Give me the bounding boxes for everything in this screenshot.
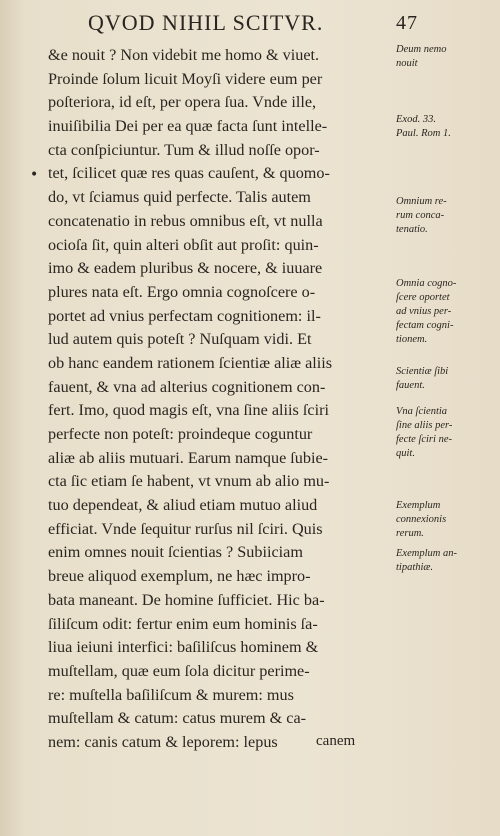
margin-note-line: Vna ſcientia bbox=[396, 406, 448, 417]
text-line: enim omnes nouit ſcientias ? Subiiciam bbox=[48, 543, 303, 562]
margin-note-line: fauent. bbox=[396, 380, 425, 391]
text-line: &e nouit ? Non videbit me homo & viuet. bbox=[48, 46, 320, 64]
margin-note-line: Exod. 33. bbox=[396, 114, 436, 125]
text-line: poſteriora, id eſt, per opera ſua. Vnde ille, bbox=[48, 93, 317, 112]
margin-note-line: tionem. bbox=[396, 334, 428, 345]
text-line: bata maneant. De homine ſufficiet. Hic ba- bbox=[48, 590, 325, 609]
running-header bbox=[88, 10, 418, 40]
margin-note-line: Paul. Rom 1. bbox=[396, 128, 451, 139]
main-text-block bbox=[48, 44, 396, 755]
text-line: muſtellam, quæ eum ſola dicitur perime- bbox=[48, 661, 310, 680]
margin-note-line: Omnium re- bbox=[396, 196, 447, 207]
text-line: Proinde ſolum licuit Moyſi videre eum per bbox=[48, 69, 323, 88]
text-line: plures nata eſt. Ergo omnia cognoſcere o- bbox=[48, 282, 316, 301]
margin-note-line: Omnia cogno- bbox=[396, 278, 457, 289]
text-line: portet ad vnius perfectam cognitionem: il- bbox=[48, 306, 321, 325]
margin-note-line: Deum nemo bbox=[396, 44, 447, 55]
running-title: QVOD NIHIL SCITVR. bbox=[88, 10, 324, 35]
text-line: muſtellam & catum: catus murem & ca- bbox=[48, 709, 307, 728]
text-line: nem: canis catum & leporem: lepus bbox=[48, 732, 278, 751]
text-line: imo & eadem pluribus & nocere, & iuuare bbox=[48, 259, 323, 278]
text-line: tuo dependeat, & aliud etiam mutuo aliud bbox=[48, 496, 318, 515]
text-line: tet, ſcilicet quæ res quas cauſent, & quomo- bbox=[48, 164, 330, 183]
margin-note-line: quit. bbox=[396, 448, 415, 459]
text-line: cta conſpiciuntur. Tum & illud noſſe opor- bbox=[48, 140, 320, 159]
margin-note-line: rerum. bbox=[396, 528, 424, 539]
text-line: inuiſibilia Dei per ea quæ facta ſunt intelle- bbox=[48, 117, 328, 136]
text-line: concatenatio in rebus omnibus eſt, vt nulla bbox=[48, 211, 323, 230]
margin-note-line: connexionis bbox=[396, 514, 447, 525]
margin-note-line: ſine aliis per- bbox=[396, 420, 453, 431]
catchword: canem bbox=[316, 733, 356, 749]
text-line: fert. Imo, quod magis eſt, vna ſine aliis ſciri bbox=[48, 401, 329, 420]
margin-note-line: fecte ſciri ne- bbox=[396, 434, 452, 445]
margin-note-line: ſcere oportet bbox=[396, 292, 450, 303]
text-line: ocioſa ſit, quin alteri obſit aut proſit: quin- bbox=[48, 235, 319, 254]
text-line: do, vt ſciamus quid perfecte. Talis autem bbox=[48, 188, 311, 207]
text-line: perfecte non poteſt: proindeque coguntur bbox=[48, 425, 313, 443]
text-line: re: muſtella baſiliſcum & murem: mus bbox=[48, 685, 294, 704]
text-line: liua ieiuni interfici: baſiliſcus hominem & bbox=[48, 638, 319, 657]
margin-note-line: rum conca- bbox=[396, 210, 445, 221]
margin-note-line: tenatio. bbox=[396, 224, 428, 235]
text-line: breue aliquod exemplum, ne hæc impro- bbox=[48, 567, 311, 586]
margin-note-line: ad vnius per- bbox=[396, 306, 452, 317]
text-line: fauent, & vna ad alterius cognitionem con- bbox=[48, 377, 326, 396]
page-number: 47 bbox=[396, 12, 418, 34]
text-line: cta ſic etiam ſe habent, vt vnum ab alio mu- bbox=[48, 472, 330, 491]
margin-bullet-mark: • bbox=[30, 167, 39, 183]
text-line: ſiliſcum odit: fertur enim eum hominis ſa- bbox=[48, 614, 318, 633]
margin-note-line: nouit bbox=[396, 58, 418, 69]
text-line: efficiat. Vnde ſequitur rurſus nil ſciri. Quis bbox=[48, 519, 323, 538]
margin-note-line: Scientiæ ſibi bbox=[396, 366, 449, 377]
margin-note-line: fectam cogni- bbox=[396, 320, 454, 331]
margin-note-line: tipathiæ. bbox=[396, 562, 434, 573]
text-line: aliæ ab aliis mutuari. Earum namque ſubie- bbox=[48, 448, 329, 467]
margin-note-line: Exemplum bbox=[396, 500, 441, 511]
margin-note-line: Exemplum an- bbox=[396, 548, 457, 559]
text-line: lud autem quis poteſt ? Nuſquam vidi. Et bbox=[48, 330, 312, 349]
text-line: ob hanc eandem rationem ſcientiæ aliæ aliis bbox=[48, 353, 333, 372]
